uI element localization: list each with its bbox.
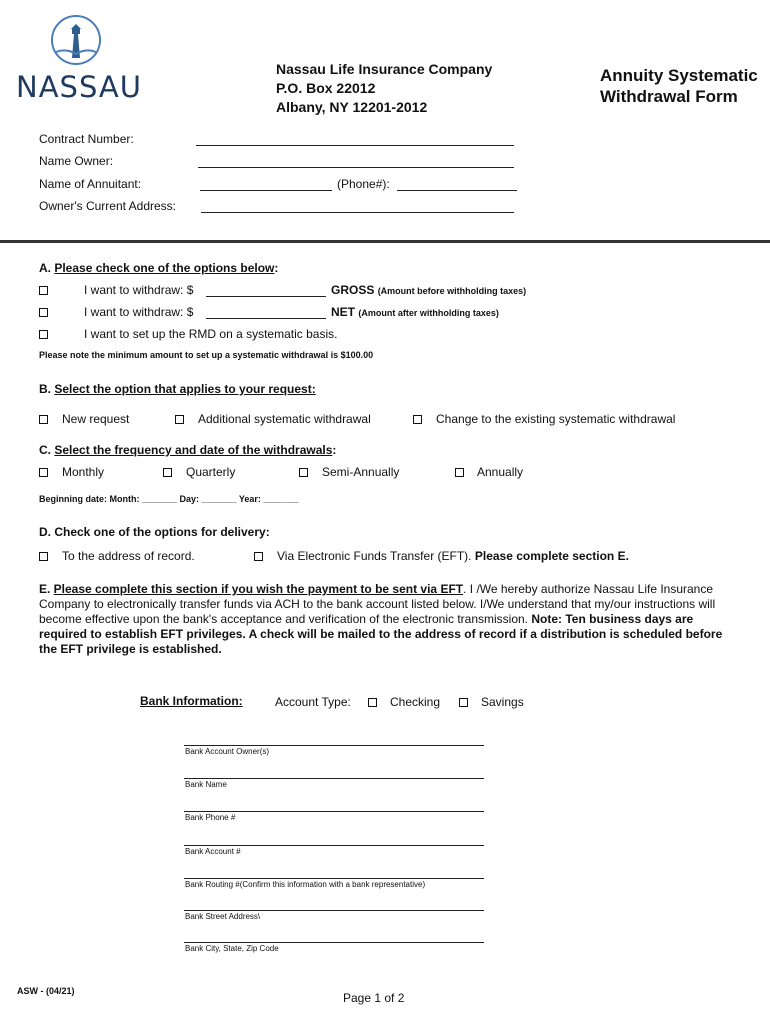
contract-number-field[interactable] xyxy=(196,145,514,146)
section-b-title xyxy=(39,382,316,396)
eft-label-text: Via Electronic Funds Transfer (EFT). xyxy=(277,549,472,563)
gross-option-text: I want to withdraw: $ xyxy=(84,283,194,297)
section-e-note: Note: Ten business days are required to establish EFT privileges. A check will be mailed to the address of record if a distribution is scheduled before the EFT privilege is established. xyxy=(39,612,723,656)
section-b-prefix: B. xyxy=(39,382,55,396)
account-type-label: Account Type: xyxy=(275,695,351,709)
semi-annually-checkbox[interactable] xyxy=(299,468,308,477)
savings-checkbox[interactable] xyxy=(459,698,468,707)
gross-checkbox[interactable] xyxy=(39,286,48,295)
form-title-line-2: Withdrawal Form xyxy=(600,87,738,106)
annuitant-label: Name of Annuitant: xyxy=(39,177,142,191)
bank-street-label: Bank Street Address\ xyxy=(185,912,261,921)
bank-routing-field[interactable] xyxy=(184,878,484,879)
checking-checkbox[interactable] xyxy=(368,698,377,707)
bank-account-owner-field[interactable] xyxy=(184,745,484,746)
net-note: (Amount after withholding taxes) xyxy=(358,308,499,318)
annually-label: Annually xyxy=(477,465,524,479)
address-of-record-checkbox[interactable] xyxy=(39,552,48,561)
gross-tag-text: GROSS xyxy=(331,283,375,297)
bank-account-number-label: Bank Account # xyxy=(185,847,241,856)
gross-tag xyxy=(331,283,526,297)
section-e-paragraph xyxy=(39,582,729,657)
bank-name-label: Bank Name xyxy=(185,780,227,789)
bank-city-label: Bank City, State, Zip Code xyxy=(185,944,279,953)
section-c-prefix: C. xyxy=(39,443,55,457)
po-box: P.O. Box 22012 xyxy=(276,80,376,96)
monthly-checkbox[interactable] xyxy=(39,468,48,477)
logo-wordmark: NASSAU xyxy=(16,70,142,104)
name-owner-field[interactable] xyxy=(198,167,514,168)
phone-label: (Phone#): xyxy=(337,177,390,191)
section-e-title: Please complete this section if you wish the payment to be sent via EFT xyxy=(53,582,464,596)
section-a-title xyxy=(39,261,278,275)
bank-account-owner-label: Bank Account Owner(s) xyxy=(185,747,270,756)
contract-number-label: Contract Number: xyxy=(39,132,134,146)
company-address xyxy=(276,60,492,117)
lighthouse-logo-icon xyxy=(50,14,102,66)
new-request-checkbox[interactable] xyxy=(39,415,48,424)
gross-amount-field[interactable] xyxy=(206,296,326,297)
rmd-option-text: I want to set up the RMD on a systematic basis. xyxy=(84,327,338,341)
form-code: ASW - (04/21) xyxy=(17,986,75,996)
bank-city-field[interactable] xyxy=(184,942,484,943)
section-e-prefix: E. xyxy=(39,582,54,596)
section-a-suffix: : xyxy=(274,261,279,275)
rmd-checkbox[interactable] xyxy=(39,330,48,339)
bank-name-field[interactable] xyxy=(184,778,484,779)
net-tag-text: NET xyxy=(331,305,355,319)
minimum-note: Please note the minimum amount to set up a systematic withdrawal is $100.00 xyxy=(39,350,374,360)
additional-withdrawal-checkbox[interactable] xyxy=(175,415,184,424)
bank-routing-label: Bank Routing #(Confirm this information with a bank representative) xyxy=(185,880,426,889)
annuitant-field[interactable] xyxy=(200,190,332,191)
change-existing-label: Change to the existing systematic withdrawal xyxy=(436,412,676,426)
section-a-prefix: A. xyxy=(39,261,55,275)
section-c-title xyxy=(39,443,336,457)
checking-label: Checking xyxy=(390,695,441,709)
quarterly-checkbox[interactable] xyxy=(163,468,172,477)
new-request-label: New request xyxy=(62,412,130,426)
semi-annually-label: Semi-Annually xyxy=(322,465,400,479)
section-divider xyxy=(0,240,770,243)
form-title-line-1: Annuity Systematic xyxy=(600,66,758,85)
bank-phone-field[interactable] xyxy=(184,811,484,812)
section-d-title: D. Check one of the options for delivery: xyxy=(39,525,270,539)
gross-note: (Amount before withholding taxes) xyxy=(377,286,527,296)
name-owner-label: Name Owner: xyxy=(39,154,114,168)
address-label: Owner's Current Address: xyxy=(39,199,177,213)
bank-account-number-field[interactable] xyxy=(184,845,484,846)
section-e-body: . I /We hereby authorize Nassau Life Insurance Company to electronically transfer funds via ACH to the bank account listed below. I/We understand that my/our instructions will become effective upon the bank's acceptance and verification of the electronic transmission. xyxy=(39,582,716,626)
quarterly-label: Quarterly xyxy=(186,465,236,479)
eft-checkbox[interactable] xyxy=(254,552,263,561)
eft-note: Please complete section E. xyxy=(474,549,629,563)
change-existing-checkbox[interactable] xyxy=(413,415,422,424)
savings-label: Savings xyxy=(481,695,524,709)
monthly-label: Monthly xyxy=(62,465,105,479)
bank-info-title: Bank Information: xyxy=(140,694,243,708)
additional-withdrawal-label: Additional systematic withdrawal xyxy=(198,412,371,426)
net-checkbox[interactable] xyxy=(39,308,48,317)
address-field[interactable] xyxy=(201,212,514,213)
address-of-record-label: To the address of record. xyxy=(62,549,195,563)
bank-street-field[interactable] xyxy=(184,910,484,911)
net-amount-field[interactable] xyxy=(206,318,326,319)
annually-checkbox[interactable] xyxy=(455,468,464,477)
form-title xyxy=(600,65,758,107)
bank-phone-label: Bank Phone # xyxy=(185,813,236,822)
beginning-date-line[interactable]: Beginning date: Month: _______ Day: _______ Year: _______ xyxy=(39,494,299,504)
page-number: Page 1 of 2 xyxy=(343,991,405,1005)
phone-field[interactable] xyxy=(397,190,517,191)
section-a-title-text: Please check one of the options below xyxy=(54,261,275,275)
net-option-text: I want to withdraw: $ xyxy=(84,305,194,319)
section-c-title-text: Select the frequency and date of the withdrawals xyxy=(54,443,333,457)
section-b-title-text: Select the option that applies to your request: xyxy=(54,382,316,396)
city-line: Albany, NY 12201-2012 xyxy=(276,99,428,115)
net-tag xyxy=(331,305,499,319)
eft-label xyxy=(277,549,629,563)
section-c-suffix: : xyxy=(332,443,337,457)
company-name: Nassau Life Insurance Company xyxy=(276,61,493,77)
